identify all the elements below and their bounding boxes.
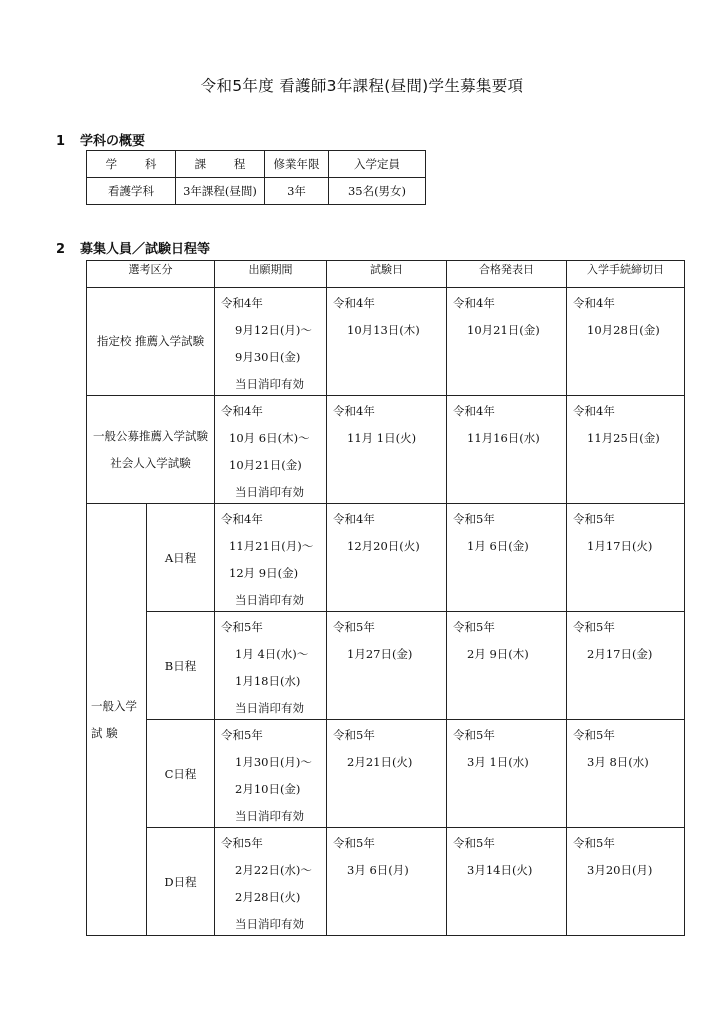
deadline-cell: 令和5年 3月 8日(水)	[567, 720, 685, 828]
exam-date-cell: 令和4年 12月20日(火)	[327, 504, 447, 612]
result-date-cell: 令和5年 3月14日(火)	[447, 828, 567, 936]
category-cell: 指定校 推薦入学試験	[87, 288, 215, 396]
exam-date-cell: 令和5年 3月 6日(月)	[327, 828, 447, 936]
table-row	[87, 178, 426, 205]
schedule-name-cell: B日程	[147, 612, 215, 720]
table-row	[87, 612, 685, 720]
result-date-cell: 令和5年 2月 9日(木)	[447, 612, 567, 720]
header-cell: 修業年限	[265, 151, 329, 178]
table-cell: 3年	[265, 178, 329, 205]
exam-date-cell: 令和5年 1月27日(金)	[327, 612, 447, 720]
section-1-heading	[56, 130, 145, 149]
header-cell: 学 科	[87, 151, 176, 178]
application-period-cell: 令和5年 1月30日(月)～ 2月10日(金) 当日消印有効	[215, 720, 327, 828]
table-row	[87, 396, 685, 504]
table-row	[87, 504, 685, 612]
section-1-title: 学科の概要	[80, 134, 146, 149]
result-date-cell: 令和5年 1月 6日(金)	[447, 504, 567, 612]
header-cell: 入学定員	[329, 151, 426, 178]
exam-schedule-table	[86, 260, 685, 936]
deadline-cell: 令和5年 3月20日(月)	[567, 828, 685, 936]
exam-date-cell: 令和5年 2月21日(火)	[327, 720, 447, 828]
exam-date-cell: 令和4年 11月 1日(火)	[327, 396, 447, 504]
table-cell: 35名(男女)	[329, 178, 426, 205]
header-cell: 試験日	[327, 261, 447, 288]
section-2-number: 2	[56, 242, 66, 257]
table-header-row	[87, 151, 426, 178]
application-period-cell: 令和5年 2月22日(水)～ 2月28日(火) 当日消印有効	[215, 828, 327, 936]
course-overview-table	[86, 150, 426, 205]
header-cell: 課 程	[176, 151, 265, 178]
result-date-cell: 令和4年 11月16日(水)	[447, 396, 567, 504]
exam-date-cell: 令和4年 10月13日(木)	[327, 288, 447, 396]
general-exam-category-cell: 一般入学 試 験	[87, 504, 147, 936]
deadline-cell: 令和5年 2月17日(金)	[567, 612, 685, 720]
schedule-name-cell: C日程	[147, 720, 215, 828]
schedule-name-cell: D日程	[147, 828, 215, 936]
table-header-row	[87, 261, 685, 288]
table-cell: 3年課程(昼間)	[176, 178, 265, 205]
schedule-name-cell: A日程	[147, 504, 215, 612]
table-row	[87, 828, 685, 936]
application-period-cell: 令和5年 1月 4日(水)～ 1月18日(水) 当日消印有効	[215, 612, 327, 720]
application-period-cell: 令和4年 11月21日(月)～ 12月 9日(金) 当日消印有効	[215, 504, 327, 612]
page-title: 令和5年度 看護師3年課程(昼間)学生募集要項	[200, 77, 524, 95]
application-period-cell: 令和4年 10月 6日(木)～ 10月21日(金) 当日消印有効	[215, 396, 327, 504]
section-2-heading	[56, 238, 210, 257]
table-row	[87, 720, 685, 828]
category-cell: 一般公募推薦入学試験 社会人入学試験	[87, 396, 215, 504]
header-cell: 出願期間	[215, 261, 327, 288]
header-cell: 選考区分	[87, 261, 215, 288]
result-date-cell: 令和5年 3月 1日(水)	[447, 720, 567, 828]
header-cell: 合格発表日	[447, 261, 567, 288]
deadline-cell: 令和4年 10月28日(金)	[567, 288, 685, 396]
header-cell: 入学手続締切日	[567, 261, 685, 288]
section-2-title: 募集人員／試験日程等	[80, 242, 211, 257]
table-cell: 看護学科	[87, 178, 176, 205]
deadline-cell: 令和4年 11月25日(金)	[567, 396, 685, 504]
application-period-cell: 令和4年 9月12日(月)～ 9月30日(金) 当日消印有効	[215, 288, 327, 396]
result-date-cell: 令和4年 10月21日(金)	[447, 288, 567, 396]
table-row	[87, 288, 685, 396]
section-1-number: 1	[56, 134, 66, 149]
deadline-cell: 令和5年 1月17日(火)	[567, 504, 685, 612]
